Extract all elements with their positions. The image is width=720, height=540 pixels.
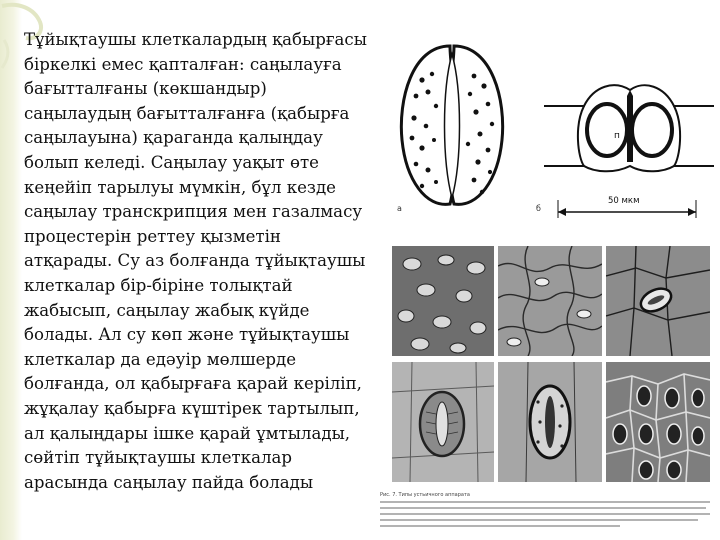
guard-cells-drawing-a [392,40,512,210]
micrograph-1 [392,246,494,356]
left-decorative-band [0,0,22,540]
micrograph-2 [498,246,602,356]
caption-fine-print [380,498,714,528]
micrograph-5 [498,362,602,482]
micrograph-6 [606,362,710,482]
scale-label: 50 мкм [608,196,640,206]
figure-caption [380,492,714,532]
cross-section-drawing-b [544,66,714,176]
micrograph-4 [392,362,494,482]
panel-a-label: а [397,204,402,213]
micrograph-grid [392,246,710,482]
caption-title: Рис. 7. Типы устьичного аппарата [380,492,470,498]
stomata-figure [374,26,718,536]
panel-b-label: б [536,204,541,213]
micrograph-3 [606,246,710,356]
body-paragraph: Тұйықтаушы клеткалардың қабырғасы біркелкі емес қапталған: саңылауға бағытталғаны (көкшандыр) саңылаудың бағытталғанға (қабырға саңылауына) қараганда қалыңдау болып келеді. Саңылау уақыт өте кеңейіп тарылуы мүмкін, бұл кезде саңылау транскрипция мен газалмасу процестерін реттеу қызметін атқарады. Су аз болғанда тұйықтаушы клеткалар бір-біріне толықтай жабысып, саңылау жабық күйде болады. Ал су көп және тұйықтаушы клеткалар да едәуір мөлшерде болғанда, ол қабырғаға қарай керіліп, жұқалау қабырға күштірек тартылып, ал қалыңдары ішке қарай ұмтылады, сөйтіп тұйықтаушы клеткалар арасында саңылау пайда болады [24,30,367,492]
pore-label: п [614,131,620,141]
scale-bar [556,196,698,220]
